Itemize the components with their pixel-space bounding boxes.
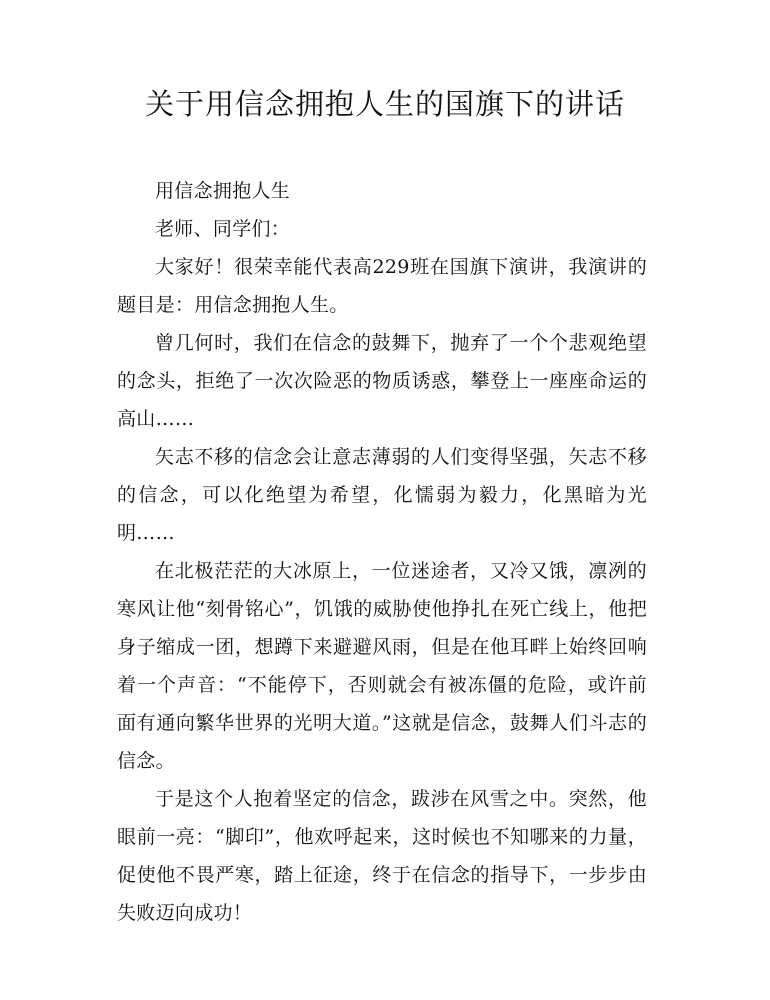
paragraph-steadfast-belief: 矢志不移的信念会让意志薄弱的人们变得坚强，矢志不移的信念，可以化绝望为希望，化懦弱为毅力，化黑暗为光明……: [117, 446, 647, 544]
paragraph-salutation: 老师、同学们：: [155, 218, 291, 240]
paragraph-footprints: 于是这个人抱着坚定的信念，跋涉在风雪之中。突然，他眼前一亮：“脚印”，他欢呼起来，这时候也不知哪来的力量，促使他不畏严寒，踏上征途，终于在信念的指导下，一步步由失败迈向成功！: [117, 788, 647, 924]
paragraph-belief-encouragement: 曾几何时，我们在信念的鼓舞下，抛弃了一个个悲观绝望的念头，拒绝了一次次险恶的物质诱惑，攀登上一座座命运的高山……: [117, 332, 647, 430]
paragraph-arctic-story: 在北极茫茫的大冰原上，一位迷途者，又冷又饿，凛冽的寒风让他“刻骨铭心”，饥饿的威胁使他挣扎在死亡线上，他把身子缩成一团，想蹲下来避避风雨，但是在他耳畔上始终回响着一个声音：“不能停下，否则就会有被冻僵的危险，或许前面有通向繁华世界的光明大道。”这就是信念，鼓舞人们斗志的信念。: [117, 560, 647, 772]
document-body: [117, 172, 647, 932]
paragraph-greeting: 大家好！很荣幸能代表高229班在国旗下演讲，我演讲的题目是：用信念拥抱人生。: [117, 256, 647, 316]
document-title: 关于用信念拥抱人生的国旗下的讲话: [144, 87, 625, 121]
paragraph-subtitle: 用信念拥抱人生: [155, 180, 291, 202]
